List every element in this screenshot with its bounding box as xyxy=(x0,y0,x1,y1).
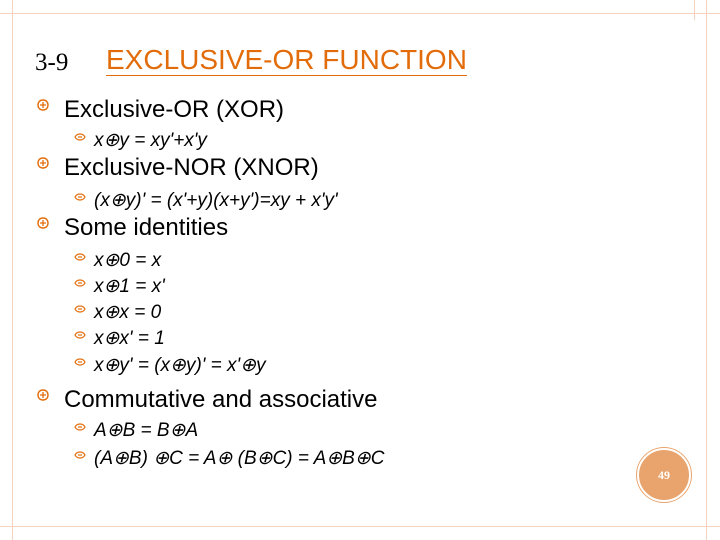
bullet-item xyxy=(64,214,228,242)
sub-bullet-text: (x⊕y)' = (x'+y)(x+y')=xy + x'y' xyxy=(94,190,338,211)
sub-bullet-item xyxy=(94,301,161,324)
frame-line-right xyxy=(706,0,707,540)
sub-bullet-text: x⊕y = xy'+x'y xyxy=(94,130,207,151)
sub-bullet-text: x⊕1 = x' xyxy=(94,276,165,297)
sub-bullet-icon xyxy=(74,132,86,142)
frame-line-right-inner xyxy=(694,0,695,20)
sub-bullet-item xyxy=(94,189,338,212)
bullet-icon xyxy=(37,217,49,229)
sub-bullet-icon xyxy=(74,278,86,288)
sub-bullet-icon xyxy=(74,304,86,314)
sub-bullet-icon xyxy=(74,252,86,262)
bullet-item xyxy=(64,154,319,182)
sub-bullet-item xyxy=(94,327,165,350)
sub-bullet-icon xyxy=(74,330,86,340)
sub-bullet-text: (A⊕B) ⊕C = A⊕ (B⊕C) = A⊕B⊕C xyxy=(94,448,385,469)
bullet-icon xyxy=(37,99,49,111)
sub-bullet-icon xyxy=(74,450,86,460)
sub-bullet-text: x⊕y' = (x⊕y)' = x'⊕y xyxy=(94,355,266,376)
sub-bullet-item xyxy=(94,129,207,152)
frame-line-left xyxy=(12,0,13,540)
slide-title: EXCLUSIVE-OR FUNCTION xyxy=(106,44,467,75)
page-number-badge: 49 xyxy=(637,448,691,502)
sub-bullet-item xyxy=(94,249,161,272)
frame-line-bottom xyxy=(0,526,720,527)
sub-bullet-icon xyxy=(74,357,86,367)
bullet-text: Commutative and associative xyxy=(64,386,378,413)
sub-bullet-icon xyxy=(74,422,86,432)
bullet-icon xyxy=(37,157,49,169)
slide-section-number: 3-9 xyxy=(35,49,69,76)
sub-bullet-text: x⊕0 = x xyxy=(94,250,162,271)
sub-bullet-item xyxy=(94,354,266,377)
sub-bullet-item xyxy=(94,447,384,470)
sub-bullet-item xyxy=(94,275,165,298)
bullet-item xyxy=(64,386,377,414)
bullet-text: Exclusive-NOR (XNOR) xyxy=(64,154,319,181)
sub-bullet-text: A⊕B = B⊕A xyxy=(94,420,199,441)
sub-bullet-text: x⊕x = 0 xyxy=(94,302,162,323)
bullet-text: Some identities xyxy=(64,214,229,241)
sub-bullet-item xyxy=(94,419,198,442)
sub-bullet-icon xyxy=(74,192,86,202)
bullet-icon xyxy=(37,389,49,401)
frame-line-top xyxy=(0,13,720,14)
bullet-text: Exclusive-OR (XOR) xyxy=(64,96,285,123)
bullet-item xyxy=(64,96,284,124)
sub-bullet-text: x⊕x' = 1 xyxy=(94,328,165,349)
